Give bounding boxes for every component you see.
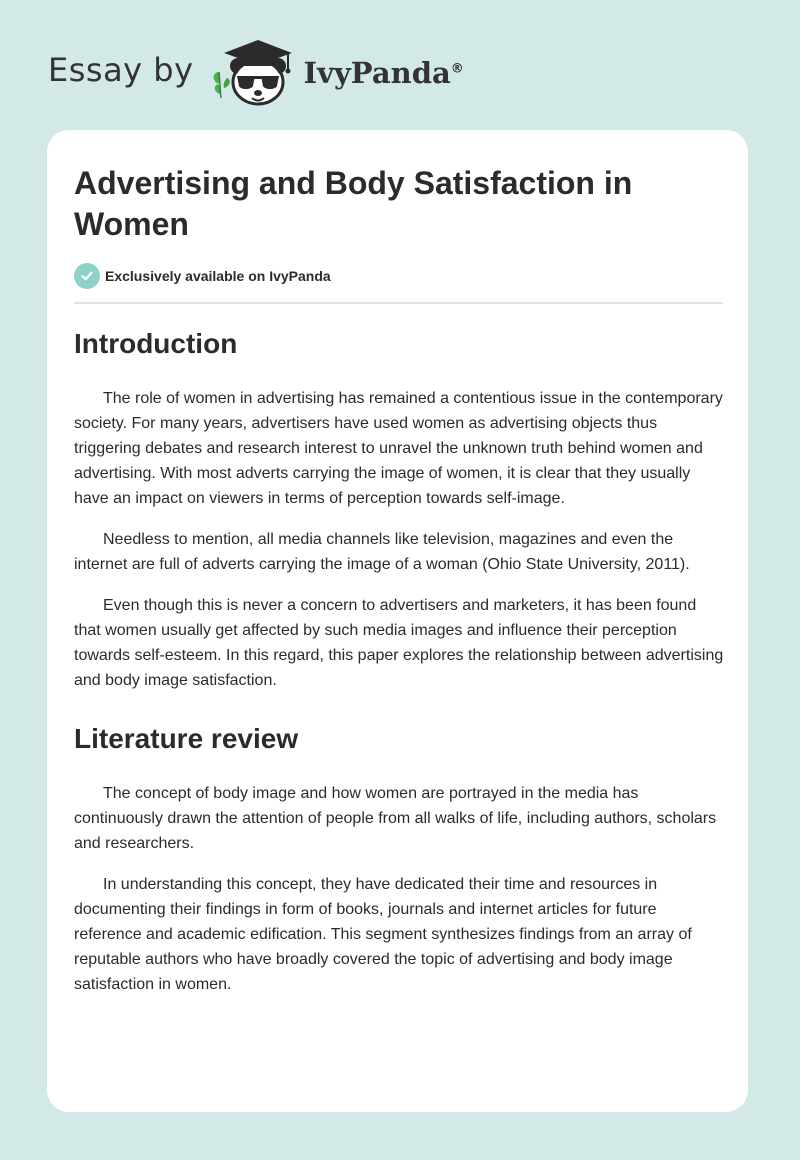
exclusive-badge xyxy=(74,263,331,289)
panda-graduate-logo-icon[interactable] xyxy=(208,36,300,108)
brand-name-text: IvyPanda xyxy=(303,56,451,90)
paragraph: Even though this is never a concern to advertisers and marketers, it has been found that women usually get affected by such media images and influence their perception towards self-esteem. In this regard, this paper explores the relationship between advertising and body image satisfaction. xyxy=(74,597,724,689)
section-introduction xyxy=(74,324,724,693)
essay-card xyxy=(47,130,748,1112)
essay-by-label: Essay by xyxy=(48,51,194,89)
essay-title: Advertising and Body Satisfaction in Women xyxy=(74,165,633,242)
site-header xyxy=(48,36,464,108)
brand-name[interactable] xyxy=(304,56,464,90)
section-literature-review xyxy=(74,719,724,997)
section-heading: Literature review xyxy=(74,723,299,754)
check-circle-icon xyxy=(74,263,100,289)
section-heading: Introduction xyxy=(74,328,238,359)
registered-mark: ® xyxy=(450,61,464,77)
paragraph: The role of women in advertising has remained a contentious issue in the contemporary society. For many years, advertisers have used women as advertising objects thus triggering debates and research interest to unravel the unknown truth behind women and advertising. With most adverts carrying the image of women, it is clear that they usually have an impact on viewers in terms of perception towards self-image. xyxy=(74,390,723,507)
title-divider xyxy=(74,302,723,304)
paragraph: In understanding this concept, they have dedicated their time and resources in documenting their findings in form of books, journals and internet articles for future reference and academic edification. This segment synthesizes findings from an array of reputable authors who have broadly covered the topic of advertising and body image satisfaction in women. xyxy=(74,876,692,993)
paragraph: Needless to mention, all media channels like television, magazines and even the internet are full of adverts carrying the image of a woman (Ohio State University, 2011). xyxy=(74,531,690,573)
paragraph: The concept of body image and how women are portrayed in the media has continuously drawn the attention of people from all walks of life, including authors, scholars and researchers. xyxy=(74,785,717,852)
exclusive-badge-text: Exclusively available on IvyPanda xyxy=(105,268,331,284)
essay-body xyxy=(74,324,724,1013)
